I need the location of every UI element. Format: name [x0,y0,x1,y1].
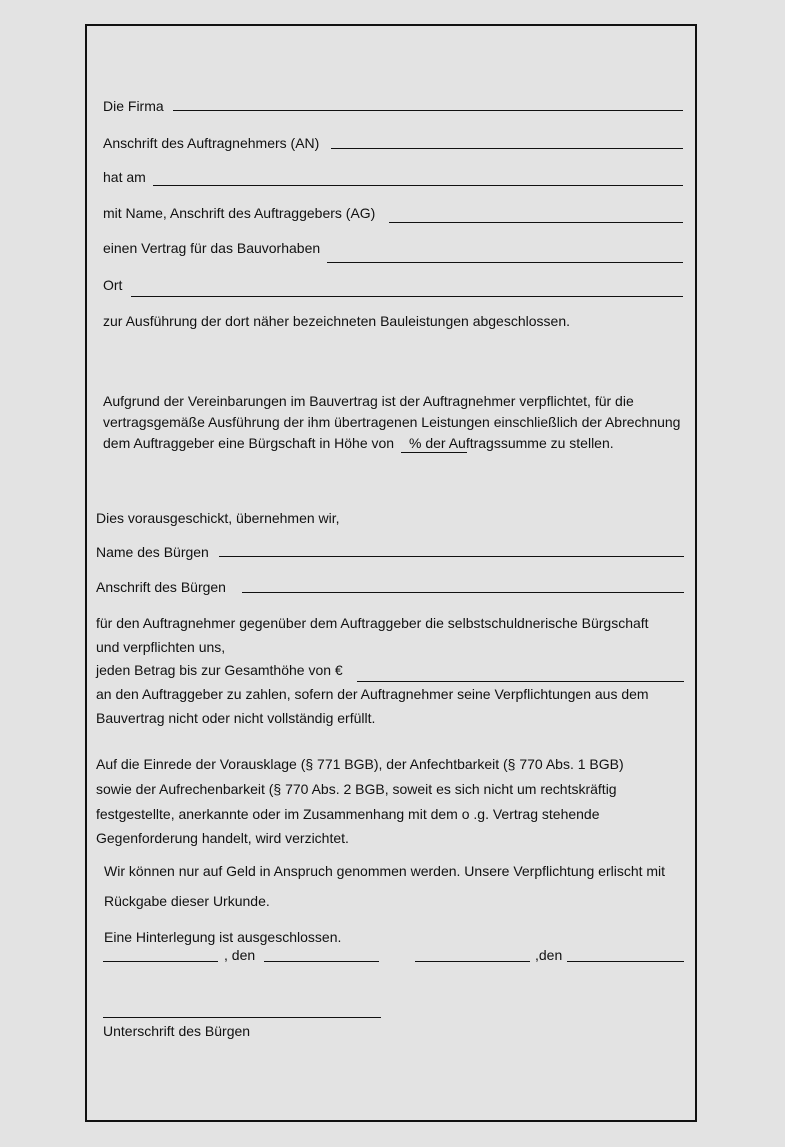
signature-field[interactable] [103,1017,381,1018]
einrede-line-3: festgestellte, anerkannte oder im Zusammenhang mit dem o .g. Vertrag stehende [96,806,600,822]
einrede-line-4: Gegenforderung handelt, wird verzichtet. [96,830,349,846]
hinterlegung-text: Eine Hinterlegung ist ausgeschlossen. [104,929,342,945]
den-label-1: , den [224,947,256,963]
vereinbarung-line-1: Aufgrund der Vereinbarungen im Bauvertrag ist der Auftragnehmer verpflichtet, für die [103,393,634,409]
gesamthoehe-field[interactable] [357,681,684,682]
date-field-2[interactable] [567,961,684,962]
verpflichtung-line-2: und verpflichten uns, [96,639,226,655]
buerge-name-label: Name des Bürgen [96,544,209,560]
geld-line-2: Rückgabe dieser Urkunde. [104,893,270,909]
ausfuehrung-text: zur Ausführung der dort näher bezeichneten Bauleistungen abgeschlossen. [103,313,570,329]
zahlen-line-1: an den Auftraggeber zu zahlen, sofern der Auftragnehmer seine Verpflichtungen aus dem [96,686,649,702]
bauvorhaben-field[interactable] [327,262,683,263]
vorausgeschickt-text: Dies vorausgeschickt, übernehmen wir, [96,510,340,526]
signature-label: Unterschrift des Bürgen [103,1023,251,1039]
ort-label: Ort [103,277,123,293]
an-address-field[interactable] [331,148,683,149]
zahlen-line-2: Bauvertrag nicht oder nicht vollständig erfüllt. [96,710,376,726]
ag-field[interactable] [389,222,683,223]
buerge-address-field[interactable] [242,592,684,593]
firma-field[interactable] [173,110,683,111]
buerge-name-field[interactable] [219,556,684,557]
an-address-label: Anschrift des Auftragnehmers (AN) [103,135,320,151]
verpflichtung-line-1: für den Auftragnehmer gegenüber dem Auftraggeber die selbstschuldnerische Bürgschaft [96,615,649,631]
ag-label: mit Name, Anschrift des Auftraggebers (AG) [103,205,376,221]
place-field-2[interactable] [415,961,530,962]
vereinbarung-line-3: dem Auftraggeber eine Bürgschaft in Höhe von [103,435,395,451]
einrede-line-2: sowie der Aufrechenbarkeit (§ 770 Abs. 2 BGB, soweit es sich nicht um rechtskräftig [96,781,617,797]
guarantee-form [85,24,697,1122]
buerge-address-label: Anschrift des Bürgen [96,579,226,595]
vereinbarung-line-2: vertragsgemäße Ausführung der ihm übertragenen Leistungen einschließlich der Abrechnung [103,414,681,430]
date-field-1[interactable] [264,961,379,962]
ort-field[interactable] [131,296,683,297]
percent-field[interactable] [401,452,467,453]
place-field-1[interactable] [103,961,218,962]
hat-am-label: hat am [103,169,146,185]
vertrag-label: einen Vertrag für das Bauvorhaben [103,240,321,256]
den-label-2: ,den [535,947,563,963]
firma-label: Die Firma [103,98,164,114]
geld-line-1: Wir können nur auf Geld in Anspruch genommen werden. Unsere Verpflichtung erlischt mit [104,863,666,879]
einrede-line-1: Auf die Einrede der Vorausklage (§ 771 BGB), der Anfechtbarkeit (§ 770 Abs. 1 BGB) [96,756,624,772]
hat-am-field[interactable] [153,185,683,186]
gesamthoehe-label: jeden Betrag bis zur Gesamthöhe von € [96,662,343,678]
vereinbarung-line-3-end: % der Auftragssumme zu stellen. [409,435,614,451]
